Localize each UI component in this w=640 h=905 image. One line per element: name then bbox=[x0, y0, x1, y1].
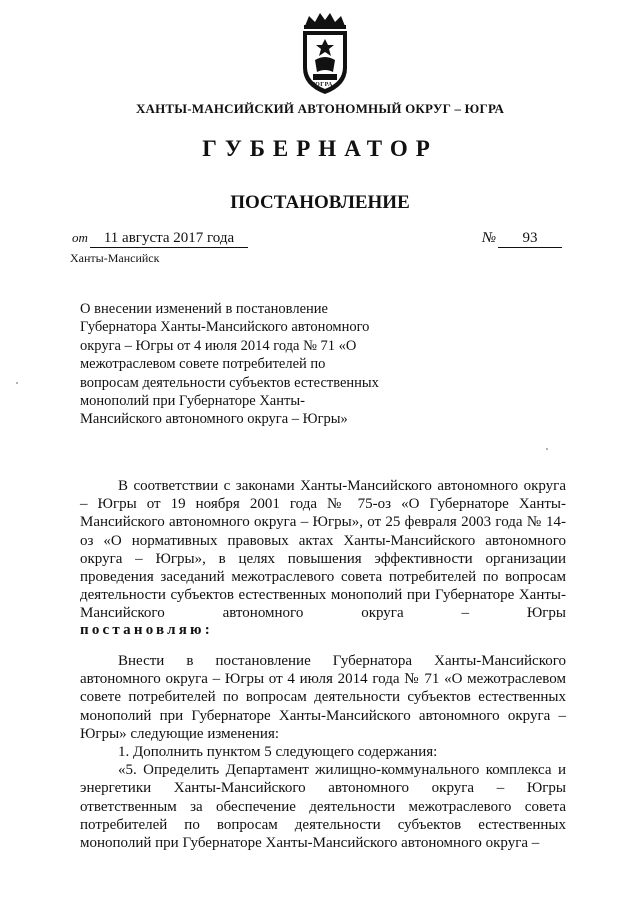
number-label: № bbox=[482, 230, 497, 246]
scan-speck bbox=[16, 382, 18, 384]
item-1-text: «5. Определить Департамент жилищно-коммунального комплекса и энергетики Ханты-Мансийского автономного округа – Югры ответственным за обеспечение деятельности межотраслевого совета потребителей по вопросам деятельности субъектов естественных монополий при Губернаторе Ханты-Мансийского автономного округа – bbox=[80, 762, 566, 852]
emblem-inscription: ЮГРА bbox=[313, 82, 333, 88]
preamble-paragraph: В соответствии с законами Ханты-Мансийского автономного округа – Югры от 19 ноября 2001 года № 75-оз «О Губернаторе Ханты-Мансийского автономного округа – Югры», от 25 февраля 2003 года № 14-оз «О нормативных правовых актах Ханты-Мансийского автономного округа – Югры», в целях повышения эффективности организации проведения заседаний межотраслевого совета потребителей по вопросам деятельности субъектов естественных монополий при Губернаторе Ханты-Мансийского автономного округа – Югры bbox=[80, 478, 566, 622]
scan-speck bbox=[546, 448, 548, 450]
resolve-word: постановляю: bbox=[80, 622, 213, 638]
amendments-intro: Внести в постановление Губернатора Ханты-Мансийского автономного округа – Югры от 4 июля 2014 года № 71 «О межотраслевом совете потребителей по вопросам деятельности субъектов естественных монополий при Губернаторе Ханты-Мансийского автономного округа – Югры» следующие изменения: bbox=[80, 653, 566, 742]
preamble-block bbox=[80, 477, 566, 623]
city: Ханты-Мансийск bbox=[70, 251, 160, 265]
date-label: от bbox=[72, 230, 88, 245]
document-subject: О внесении изменений в постановление Губернатора Ханты-Мансийского автономного округа – Югры от 4 июля 2014 года № 71 «О межотраслевом совете потребителей по вопросам деятельности субъектов естественных монополий при Губернаторе Ханты-Мансийского автономного округа – Югры» bbox=[80, 301, 379, 428]
document-number: 93 bbox=[498, 230, 562, 248]
amendments-block bbox=[80, 652, 566, 852]
document-type: ПОСТАНОВЛЕНИЕ bbox=[230, 192, 410, 213]
item-1: 1. Дополнить пунктом 5 следующего содержания: bbox=[118, 744, 438, 761]
authority-title: ГУБЕРНАТОР bbox=[202, 136, 438, 161]
region-name: ХАНТЫ-МАНСИЙСКИЙ АВТОНОМНЫЙ ОКРУГ – ЮГРА bbox=[135, 101, 505, 116]
document-date: 11 августа 2017 года bbox=[90, 230, 248, 248]
